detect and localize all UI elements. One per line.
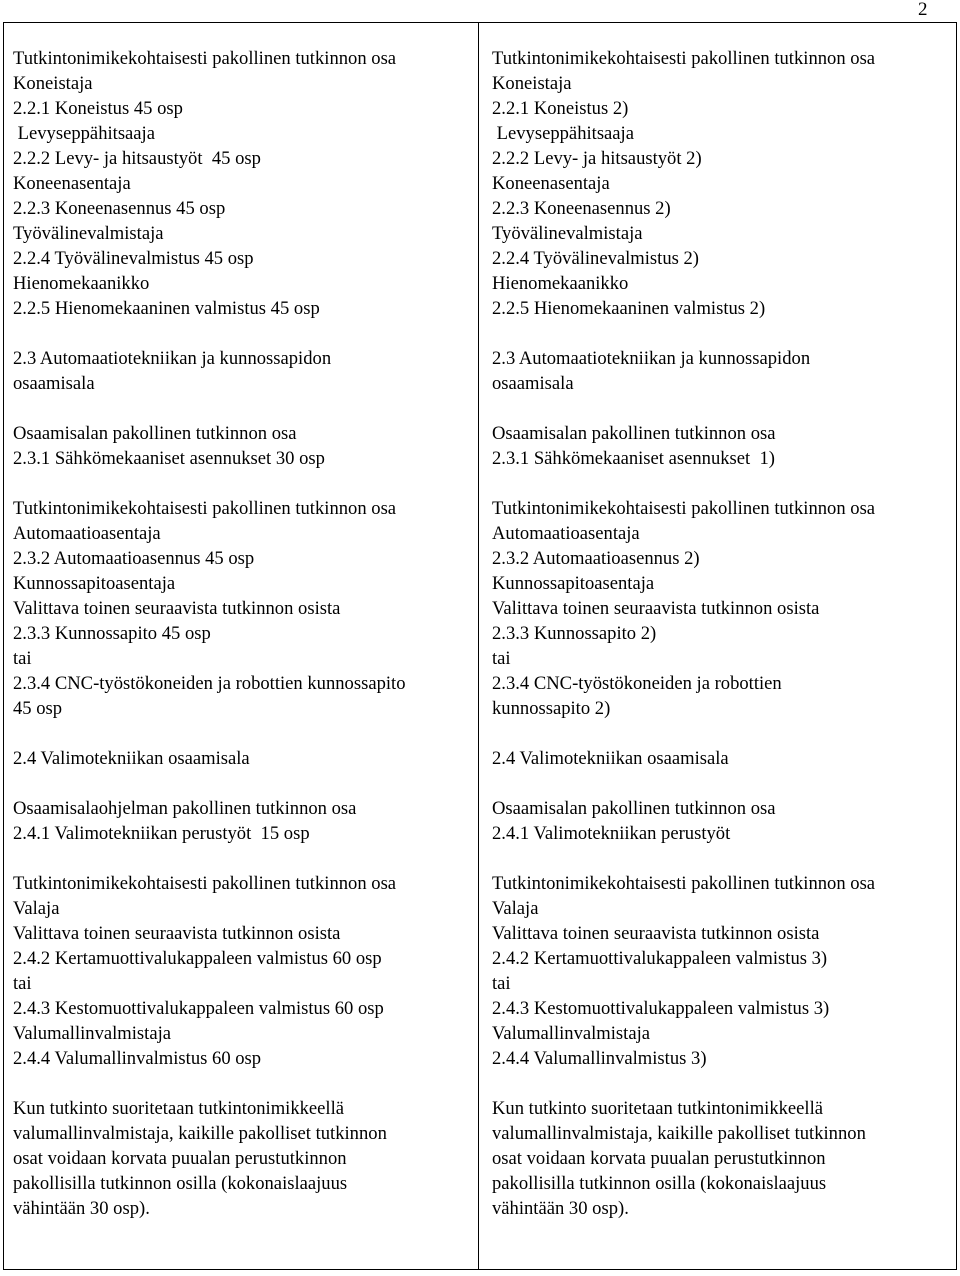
text-block bbox=[13, 796, 478, 846]
text-line: osaamisala bbox=[13, 373, 95, 394]
text-block bbox=[13, 46, 478, 321]
page-number: 2 bbox=[918, 0, 928, 20]
text-line: vähintään 30 osp). bbox=[13, 1198, 150, 1219]
text-line: 2.3.3 Kunnossapito 2) bbox=[492, 623, 657, 644]
text-line: Valaja bbox=[492, 898, 539, 919]
text-line: Koneistaja bbox=[492, 73, 572, 94]
text-line: Levyseppähitsaaja bbox=[13, 123, 155, 144]
text-line: valumallinvalmistaja, kaikille pakolliset tutkinnon bbox=[492, 1123, 866, 1144]
text-line: Osaamisalan pakollinen tutkinnon osa bbox=[492, 798, 776, 819]
text-block bbox=[13, 871, 478, 1071]
text-line: Tutkintonimikekohtaisesti pakollinen tutkinnon osa bbox=[13, 48, 397, 69]
text-line: tai bbox=[13, 648, 32, 669]
text-line: Automaatioasentaja bbox=[13, 523, 161, 544]
text-line: 2.2.4 Työvälinevalmistus 45 osp bbox=[13, 248, 254, 269]
text-line: Valittava toinen seuraavista tutkinnon osista bbox=[492, 598, 820, 619]
text-line: osaamisala bbox=[492, 373, 574, 394]
text-line: 45 osp bbox=[13, 698, 63, 719]
text-line: 2.3.4 CNC-työstökoneiden ja robottien kunnossapito bbox=[13, 673, 406, 694]
text-line: Osaamisalan pakollinen tutkinnon osa bbox=[492, 423, 776, 444]
text-line: Valittava toinen seuraavista tutkinnon osista bbox=[13, 598, 341, 619]
document-table bbox=[3, 22, 957, 1270]
text-line: Osaamisalaohjelman pakollinen tutkinnon osa bbox=[13, 798, 357, 819]
text-block bbox=[492, 1096, 956, 1221]
text-line: 2.3.4 CNC-työstökoneiden ja robottien bbox=[492, 673, 782, 694]
text-line: pakollisilla tutkinnon osilla (kokonaislaajuus bbox=[13, 1173, 348, 1194]
text-line: Koneenasentaja bbox=[492, 173, 610, 194]
text-line: 2.2.1 Koneistus 2) bbox=[492, 98, 629, 119]
text-line: tai bbox=[492, 973, 511, 994]
text-line: Hienomekaanikko bbox=[492, 273, 629, 294]
text-line: Kunnossapitoasentaja bbox=[492, 573, 655, 594]
text-block bbox=[492, 796, 956, 846]
text-line: tai bbox=[13, 973, 32, 994]
text-line: 2.4.2 Kertamuottivalukappaleen valmistus 3) bbox=[492, 948, 828, 969]
text-line: Tutkintonimikekohtaisesti pakollinen tutkinnon osa bbox=[13, 873, 397, 894]
text-line: Kun tutkinto suoritetaan tutkintonimikkeellä bbox=[492, 1098, 824, 1119]
text-line: 2.4.1 Valimotekniikan perustyöt 15 osp bbox=[13, 823, 310, 844]
text-block bbox=[13, 421, 478, 471]
text-line: 2.4.3 Kestomuottivalukappaleen valmistus 60 osp bbox=[13, 998, 384, 1019]
text-line: 2.3.1 Sähkömekaaniset asennukset 30 osp bbox=[13, 448, 325, 469]
text-block bbox=[492, 746, 956, 771]
text-line: valumallinvalmistaja, kaikille pakolliset tutkinnon bbox=[13, 1123, 387, 1144]
text-block bbox=[492, 46, 956, 321]
text-line: 2.4.2 Kertamuottivalukappaleen valmistus 60 osp bbox=[13, 948, 382, 969]
text-line: 2.2.4 Työvälinevalmistus 2) bbox=[492, 248, 700, 269]
text-line: Koneenasentaja bbox=[13, 173, 131, 194]
text-line: 2.3.1 Sähkömekaaniset asennukset 1) bbox=[492, 448, 775, 469]
text-block bbox=[13, 346, 478, 396]
text-line: 2.3.2 Automaatioasennus 45 osp bbox=[13, 548, 255, 569]
text-line: Työvälinevalmistaja bbox=[13, 223, 164, 244]
text-line: 2.2.3 Koneenasennus 2) bbox=[492, 198, 671, 219]
text-line: kunnossapito 2) bbox=[492, 698, 611, 719]
text-line: Tutkintonimikekohtaisesti pakollinen tutkinnon osa bbox=[492, 48, 876, 69]
text-line: Valittava toinen seuraavista tutkinnon osista bbox=[492, 923, 820, 944]
text-line: 2.4.3 Kestomuottivalukappaleen valmistus 3) bbox=[492, 998, 830, 1019]
text-line: Koneistaja bbox=[13, 73, 93, 94]
text-block bbox=[13, 496, 478, 721]
text-line: tai bbox=[492, 648, 511, 669]
text-line: 2.4 Valimotekniikan osaamisala bbox=[492, 748, 729, 769]
text-line: osat voidaan korvata puualan perustutkinnon bbox=[13, 1148, 347, 1169]
text-line: 2.2.5 Hienomekaaninen valmistus 2) bbox=[492, 298, 766, 319]
text-line: Valumallinvalmistaja bbox=[13, 1023, 172, 1044]
text-block bbox=[492, 871, 956, 1071]
text-block bbox=[492, 496, 956, 721]
text-line: 2.2.5 Hienomekaaninen valmistus 45 osp bbox=[13, 298, 320, 319]
text-line: Valaja bbox=[13, 898, 60, 919]
text-line: 2.2.2 Levy- ja hitsaustyöt 2) bbox=[492, 148, 702, 169]
right-column bbox=[479, 23, 956, 1269]
text-block bbox=[492, 421, 956, 471]
text-line: Valumallinvalmistaja bbox=[492, 1023, 651, 1044]
text-line: 2.3.3 Kunnossapito 45 osp bbox=[13, 623, 211, 644]
text-line: vähintään 30 osp). bbox=[492, 1198, 629, 1219]
text-line: Tutkintonimikekohtaisesti pakollinen tutkinnon osa bbox=[492, 873, 876, 894]
text-line: 2.4.1 Valimotekniikan perustyöt bbox=[492, 823, 731, 844]
left-column bbox=[4, 23, 479, 1269]
text-line: 2.4 Valimotekniikan osaamisala bbox=[13, 748, 250, 769]
text-line: Valittava toinen seuraavista tutkinnon osista bbox=[13, 923, 341, 944]
text-line: 2.3.2 Automaatioasennus 2) bbox=[492, 548, 700, 569]
text-line: 2.4.4 Valumallinvalmistus 3) bbox=[492, 1048, 707, 1069]
text-line: Tutkintonimikekohtaisesti pakollinen tutkinnon osa bbox=[13, 498, 397, 519]
text-block bbox=[492, 346, 956, 396]
text-line: Tutkintonimikekohtaisesti pakollinen tutkinnon osa bbox=[492, 498, 876, 519]
text-line: 2.4.4 Valumallinvalmistus 60 osp bbox=[13, 1048, 262, 1069]
text-line: 2.3 Automaatiotekniikan ja kunnossapidon bbox=[13, 348, 332, 369]
text-line: pakollisilla tutkinnon osilla (kokonaislaajuus bbox=[492, 1173, 827, 1194]
text-line: 2.3 Automaatiotekniikan ja kunnossapidon bbox=[492, 348, 811, 369]
text-line: 2.2.2 Levy- ja hitsaustyöt 45 osp bbox=[13, 148, 261, 169]
text-line: Osaamisalan pakollinen tutkinnon osa bbox=[13, 423, 297, 444]
text-line: 2.2.3 Koneenasennus 45 osp bbox=[13, 198, 226, 219]
text-line: Kunnossapitoasentaja bbox=[13, 573, 176, 594]
text-line: Levyseppähitsaaja bbox=[492, 123, 634, 144]
text-line: Työvälinevalmistaja bbox=[492, 223, 643, 244]
text-block bbox=[13, 1096, 478, 1221]
text-block bbox=[13, 746, 478, 771]
text-line: Kun tutkinto suoritetaan tutkintonimikkeellä bbox=[13, 1098, 345, 1119]
text-line: 2.2.1 Koneistus 45 osp bbox=[13, 98, 183, 119]
text-line: Hienomekaanikko bbox=[13, 273, 150, 294]
text-line: osat voidaan korvata puualan perustutkinnon bbox=[492, 1148, 826, 1169]
text-line: Automaatioasentaja bbox=[492, 523, 640, 544]
